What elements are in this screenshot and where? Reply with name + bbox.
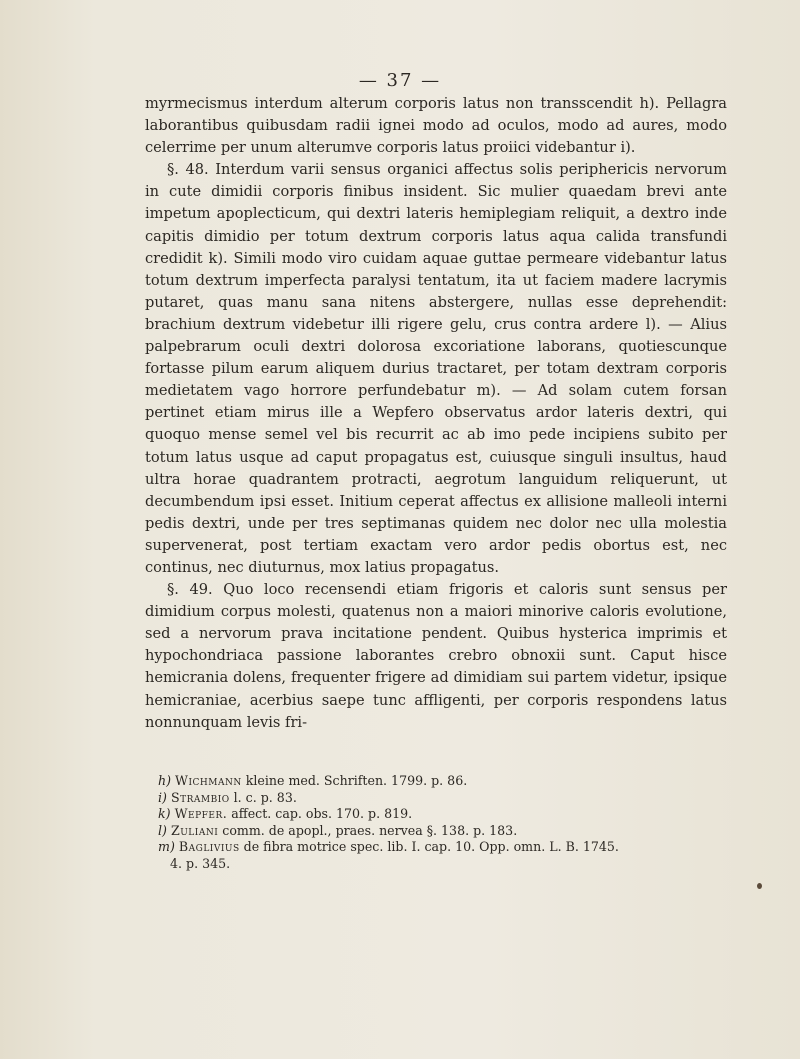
footnote-text: 4. p. 345. [170, 855, 231, 871]
footnote-mark: m) [158, 839, 175, 855]
footnote-mark: l) [158, 822, 167, 838]
footnote-mark: i) [158, 789, 167, 805]
page-number: — 37 — [358, 70, 442, 91]
footnote-author: Baglivius [178, 839, 240, 855]
paragraph-1: myrmecismus interdum alterum corporis latus non transscendit h). Pellagra laborantibus quibusdam radii ignei modo ad oculos, modo ad aures, modo celerrime per unum alterumve corporis latus proiici videbantur i). [145, 95, 727, 157]
footnote-k [158, 806, 718, 823]
footnote-text: comm. de apopl., praes. nervea §. 138. p. 183. [218, 822, 518, 838]
footnote-m [158, 839, 718, 856]
footnote-author: Zuliani [170, 822, 219, 838]
ink-speck [757, 883, 762, 889]
paragraph-2: §. 48. Interdum varii sensus organici affectus solis periphericis nervorum in cute dimidii corporis finibus insident. Sic mulier quaedam brevi ante impetum apoplecticum, qui dextri lateris hemiplegiam reliquit, a dextro inde capitis dimidio per totum dextrum corporis latus aqua calida transfundi credidit k). Simili modo viro cuidam aquae guttae permeare videbantur latus totum dextrum imperfecta paralysi tentatum, ita ut faciem madere lacrymis putaret, quas manu sana nitens abstergere, nullas esse deprehendit: brachium dextrum videbetur illi rigere gelu, crus contra ardere l). — Alius palpebrarum oculi dextri dolorosa excoriatione laborans, quotiescunque fortasse pilum earum aliquem durius tractaret, per totam dextram corporis medietatem vago horrore perfundebatur m). — Ad solam cutem forsan pertinet etiam mirus ille a Wepfero observatus ardor lateris dextri, qui quoquo mense semel vel bis recurrit ac ab imo pede incipiens subito per totum latus usque ad caput propagatus est, cuiusque singuli insultus, haud ultra horae quadrantem protracti, aegrotum languidum reliquerunt, ut decumbendum ipsi esset. Initium ceperat affectus ex allisione malleoli interni pedis dextri, unde per tres septimanas quidem nec dolor nec ulla molestia supervenerat, post tertiam exactam vero ardor pedis obortus est, nec continus, nec diuturnus, mox latius propagatus. [145, 161, 727, 576]
paragraph-3: §. 49. Quo loco recensendi etiam frigoris et caloris sunt sensus per dimidium corpus molesti, quatenus non a maiori minorive caloris evolutione, sed a nervorum prava incitatione pendent. Quibus hysterica imprimis et hypochondriaca passione laborantes crebro obnoxii sunt. Caput hisce hemicrania dolens, frequenter frigere ad dimidiam sui partem videtur, ipsique hemicraniae, acerbius saepe tunc affligenti, per corporis respondens latus nonnunquam levis fri- [145, 581, 727, 731]
footnotes [158, 773, 718, 873]
footnote-author: Strambio [170, 789, 230, 805]
footnote-i [158, 790, 718, 807]
main-text [145, 93, 727, 734]
footnote-m-continued [158, 856, 718, 873]
footnote-text: kleine med. Schriften. 1799. p. 86. [241, 773, 468, 788]
footnote-mark: k) [158, 806, 171, 822]
footnote-text: affect. cap. obs. 170. p. 819. [227, 806, 413, 822]
footnote-text: l. c. p. 83. [229, 789, 297, 805]
footnote-h [158, 773, 718, 790]
footnote-author: Wepfer. [174, 806, 228, 822]
footnote-author: Wichmann [175, 773, 242, 788]
footnote-text: de fibra motrice spec. lib. I. cap. 10. Opp. omn. L. B. 1745. [239, 839, 619, 855]
footnote-l [158, 823, 718, 840]
footnote-mark: h) [158, 773, 172, 788]
